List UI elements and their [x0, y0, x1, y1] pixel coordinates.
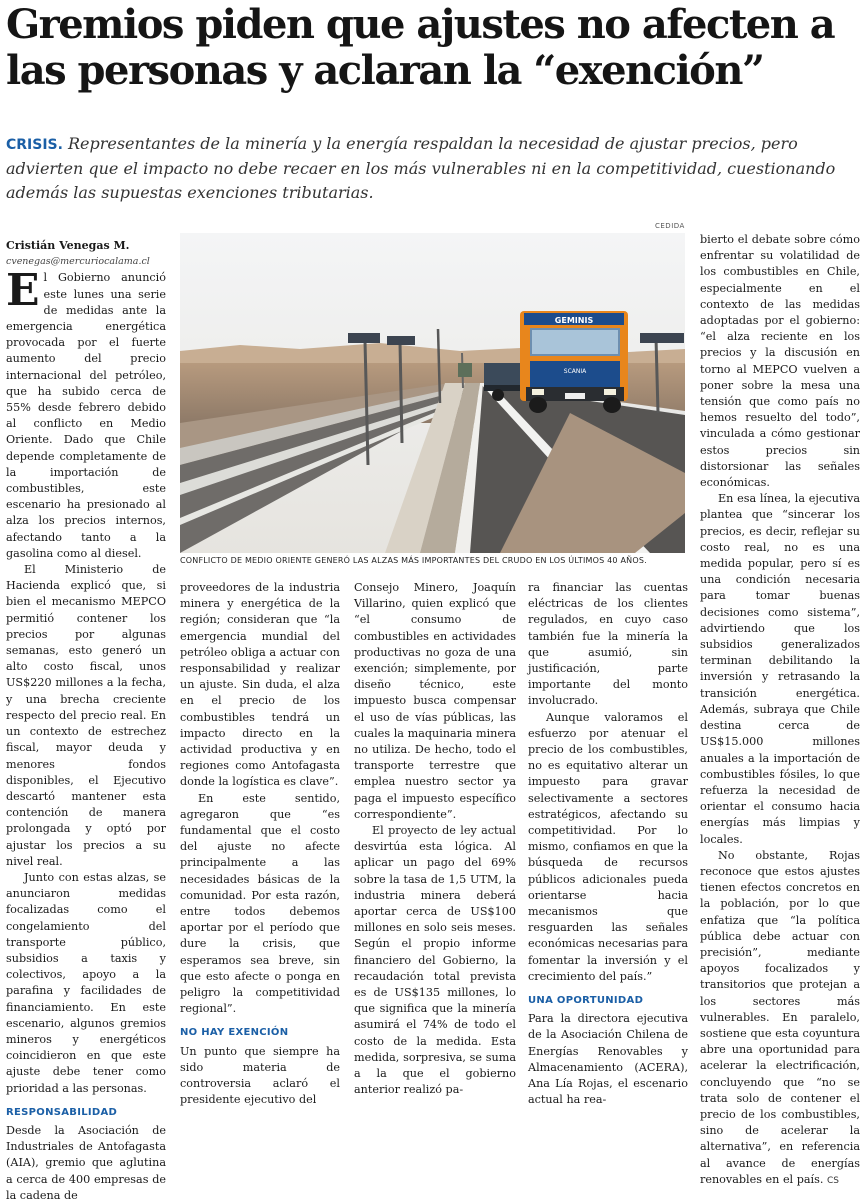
column-3	[354, 580, 516, 1099]
byline-author: Cristián Venegas M.	[6, 239, 130, 252]
dropcap: E	[6, 265, 40, 317]
column-4-paragraph: Para la directora ejecutiva de la Asociación Chilena de Energías Renovables y Almacenamiento (ACERA), Ana Lía Rojas, el escenario actual ha rea-	[528, 1012, 688, 1107]
column-1-paragraph: Junto con estas alzas, se anunciaron medidas focalizadas como el congelamiento del transporte público, subsidios a taxis y colectivos, apoyo a la parafina y facilidades de financiamiento. En este escenario, algunos gremios mineros y energéticos coincidieron en que este ajuste debe tener como prioridad a las personas.	[6, 870, 166, 1095]
column-5-paragraph: En esa línea, la ejecutiva plantea que “sincerar los precios, es decir, reflejar su costo real, no es una medida popular, pero sí es una condición necesaria para tomar buenas decisiones como sistema”, advirtiendo que los subsidios generalizados terminan debilitando la inversión y retrasando la transición energética. Además, subraya que Chile destina cerca de US$15.000 millones anuales a la importación de combustibles fósiles, lo que refuerza la necesidad de orientar el consumo hacia energías más limpias y locales.	[700, 492, 860, 846]
section-heading-una-oportunidad: UNA OPORTUNIDAD	[528, 995, 644, 1007]
column-5-paragraph: bierto el debate sobre cómo enfrentar su volatilidad de los combustibles en Chile, especialmente en el contexto de las medidas adoptadas por el gobierno: “el alza reciente en los precios y la discusión en torno al MEPCO vuelven a poner sobre la mesa una tensión que como país no hemos resuelto del todo”, vinculada a cómo gestionar estos precios sin distorsionar las señales económicas.	[700, 233, 860, 490]
truck-brand: SCANIA	[563, 368, 587, 375]
section-heading-no-hay-exencion: NO HAY EXENCIÓN	[180, 1027, 289, 1039]
column-1-paragraph: El Gobierno anunció este lunes una serie de medidas ante la emergencia energética provocada por el fuerte aumento del precio internacional del petróleo, que ha subido cerca de 55% desde febrero debido al conflicto en Medio Oriente. Dado que Chile depende completamente de la importación de combustibles, este escenario ha presionado al alza los precios internos, afectando tanto a la gasolina como al diesel.	[6, 265, 166, 560]
section-heading-responsabilidad: RESPONSABILIDAD	[6, 1106, 118, 1118]
column-3-paragraph: El proyecto de ley actual desvirtúa esta lógica. Al aplicar un pago del 69% sobre la tasa de 1,5 UTM, la industria minera deberá aportar cerca de US$100 millones en solo seis meses. Según el propio informe financiero del Gobierno, la recaudación total prevista es de US$135 millones, lo que significa que la minería asumirá el 74% de todo el costo de la medida. Esta medida, sorpresiva, se suma a la que el gobierno anterior realizó pa-	[354, 824, 516, 1097]
photo-caption: CONFLICTO DE MEDIO ORIENTE GENERÓ LAS ALZAS MÁS IMPORTANTES DEL CRUDO EN LOS ÚLTIMOS 40 AÑOS.	[180, 556, 647, 565]
column-1-paragraph: Desde la Asociación de Industriales de Antofagasta (AIA), gremio que aglutina a cerca de 400 empresas de la cadena de	[6, 1123, 166, 1202]
byline-email: cvenegas@mercuriocalama.cl	[6, 256, 150, 268]
column-4-paragraph: Aunque valoramos el esfuerzo por atenuar el precio de los combustibles, no es equitativo alterar un impuesto para gravar selectivamente a sectores estratégicos, afectando su competitividad. Por lo mismo, confiamos en que la búsqueda de recursos públicos adicionales pueda orientarse hacia mecanismos que resguarden las señales económicas necesarias para fomentar la inversión y el crecimiento del país.”	[528, 710, 688, 983]
column-1	[6, 238, 166, 1204]
column-1-paragraph: El Ministerio de Hacienda explicó que, si bien el mecanismo MEPCO permitió contener los precios por algunas semanas, esto generó un alto costo fiscal, unos US$220 millones a la fecha, y una brecha creciente respecto del precio real. En un contexto de estrechez fiscal, mayor deuda y menores fondos disponibles, el Ejecutivo descartó mantener esta contención de manera prolongada y optó por ajustar los precios a su nivel real.	[6, 563, 166, 868]
column-2-paragraph: proveedores de la industria minera y energética de la región; consideran que “la emergencia mundial del petróleo obliga a actuar con responsabilidad y realizar un ajuste. Sin duda, el alza en el precio de los combustibles tendrá un impacto directo en la actividad productiva y en regiones como Antofagasta donde la logística es clave”.	[180, 581, 340, 789]
photo-credit: CEDIDA	[655, 222, 685, 230]
headline: Gremios piden que ajustes no afecten a las personas y aclaran la “exención”	[6, 1, 835, 94]
lead-paragraph	[6, 132, 858, 205]
end-mark: CS	[826, 1175, 839, 1186]
column-5-paragraph: No obstante, Rojas reconoce que estos ajustes tienen efectos concretos en la población, por lo que enfatiza que “la política pública debe actuar con precisión”, mediante apoyos focalizados y transitorios que protejan a los sectores más vulnerables. En paralelo, sostiene que esta coyuntura abre una oportunidad para acelerar la electrificación, concluyendo que “no se trata solo de contener el precio de los combustibles, sino de acelerar la alternativa”, en referencia al avance de energías renovables en el país. CS	[700, 848, 860, 1186]
column-3-paragraph: Consejo Minero, Joaquín Villarino, quien explicó que “el consumo de combustibles en actividades productivas no goza de una exención; simplemente, por diseño técnico, este impuesto busca compensar el uso de vías públicas, las cuales la maquinaria minera no utiliza. De hecho, todo el transporte terrestre que emplea nuestro sector ya paga el impuesto específico correspondiente”.	[354, 581, 516, 821]
lead-kicker: CRISIS.	[6, 137, 63, 153]
truck-label: GEMINIS	[554, 316, 594, 325]
lead-text: Representantes de la minería y la energía respaldan la necesidad de ajustar precios, pero advierten que el impacto no debe recaer en los más vulnerables ni en la competitividad, cuestionando además las supuestas exenciones tributarias.	[6, 134, 836, 202]
article-photo	[180, 233, 685, 553]
column-2-paragraph: En este sentido, agregaron que “es fundamental que el costo del ajuste no afecte principalmente a las necesidades básicas de la comunidad. Por esta razón, entre todos debemos aportar por el período que dure la crisis, que esperamos sea breve, sin que esto afecte o ponga en peligro la competitividad regional”.	[180, 791, 340, 1016]
column-4	[528, 580, 688, 1109]
column-2-paragraph: Un punto que siempre ha sido materia de controversia aclaró el presidente ejecutivo del	[180, 1044, 340, 1107]
column-2	[180, 580, 340, 1109]
column-4-paragraph: ra financiar las cuentas eléctricas de los clientes regulados, en cuyo caso también fue la minería la que asumió, sin justificación, parte importante del monto involucrado.	[528, 581, 688, 708]
highway-truck-illustration	[180, 233, 685, 553]
column-5	[700, 232, 860, 1189]
